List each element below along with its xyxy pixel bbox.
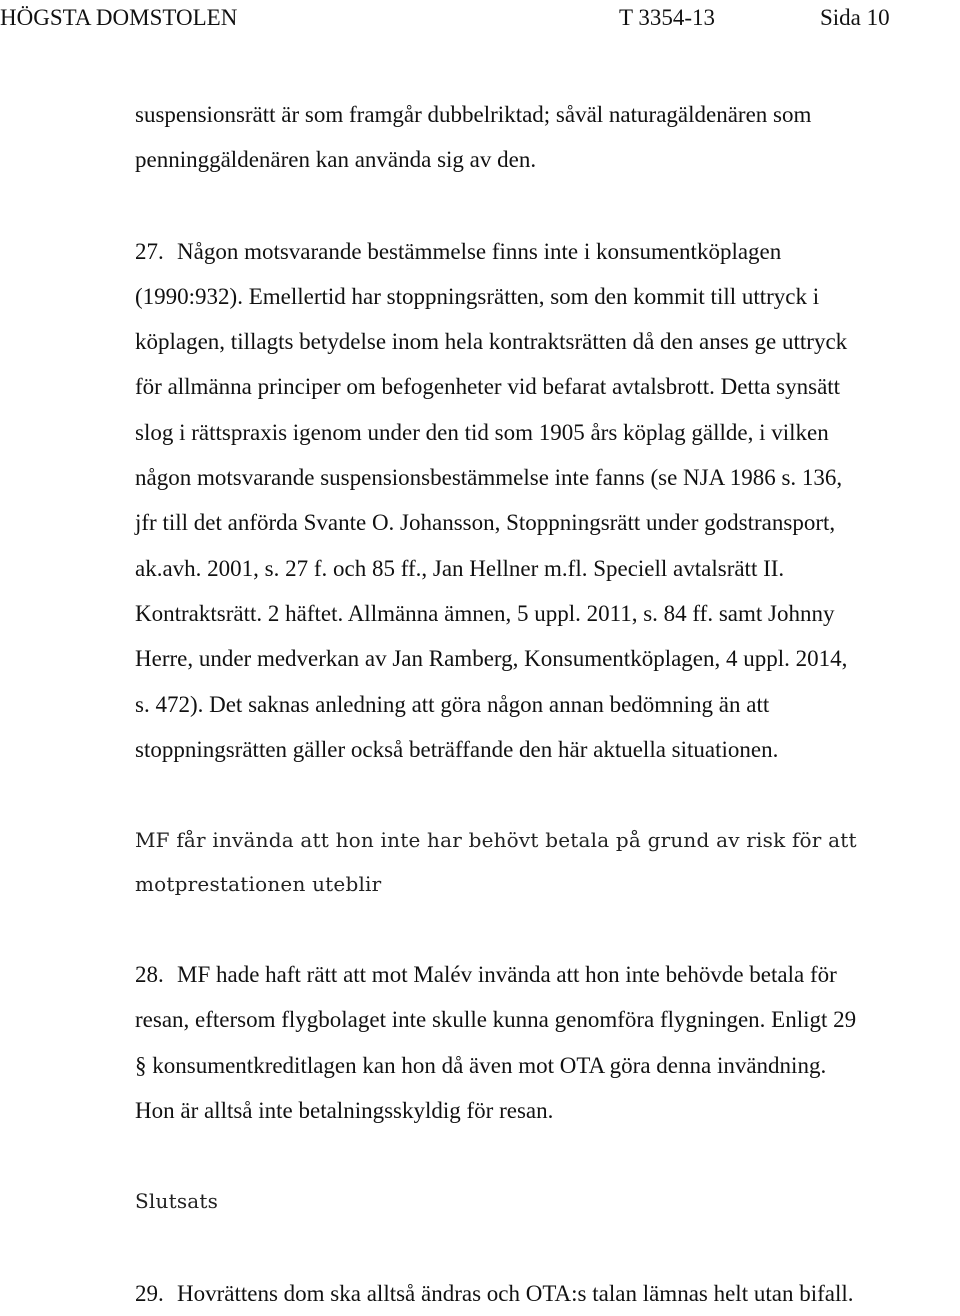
text-line: penninggäldenären kan använda sig av den. [135, 147, 537, 173]
text-line: stoppningsrätten gäller också beträffande den här aktuella situationen. [135, 736, 779, 762]
case-number: T 3354-13 [619, 5, 716, 30]
section-subheading [135, 818, 960, 906]
text-line: för allmänna principer om befogenheter vid befarat avtalsbrott. Detta synsätt [135, 374, 841, 400]
text-line: slog i rättspraxis igenom under den tid som 1905 års köplag gällde, i vilken [135, 419, 829, 445]
document-body [135, 92, 960, 1316]
text-line: § konsumentkreditlagen kan hon då även mot OTA göra denna invändning. [135, 1052, 827, 1078]
text-line: jfr till det anförda Svante O. Johansson, Stoppningsrätt under godstransport, [135, 510, 836, 536]
paragraph-number: 28. [135, 962, 164, 988]
text-line-content: Hovrättens dom ska alltså ändras och OTA:s talan lämnas helt utan bifall. [177, 1280, 854, 1306]
text-line [135, 229, 960, 274]
text-line: Kontraktsrätt. 2 häftet. Allmänna ämnen, 5 uppl. 2011, s. 84 ff. samt Johnny [135, 600, 835, 626]
text-line: någon motsvarande suspensionsbestämmelse inte fanns (se NJA 1986 s. 136, [135, 465, 843, 491]
text-line: Herre, under medverkan av Jan Ramberg, Konsumentköplagen, 4 uppl. 2014, [135, 646, 848, 672]
text-line-content: MF hade haft rätt att mot Malév invända att hon inte behövde betala för [177, 962, 837, 988]
page-number: Sida 10 [820, 5, 890, 30]
paragraph-number: 27. [135, 238, 164, 264]
subheading-line: MF får invända att hon inte har behövt betala på grund av risk för att [135, 828, 857, 853]
subheading-line: motprestationen uteblir [135, 872, 382, 897]
text-line: köplagen, tillagts betydelse inom hela kontraktsrätten då den anses ge uttryck [135, 329, 848, 355]
paragraph-number: 29. [135, 1280, 164, 1306]
heading-text: Slutsats [135, 1189, 219, 1214]
text-line: ak.avh. 2001, s. 27 f. och 85 ff., Jan Hellner m.fl. Speciell avtalsrätt II. [135, 555, 785, 581]
text-line: Hon är alltså inte betalningsskyldig för resan. [135, 1098, 554, 1124]
court-name: HÖGSTA DOMSTOLEN [0, 5, 238, 30]
paragraph-27 [135, 229, 960, 773]
paragraph-29 [135, 1271, 960, 1316]
text-line [135, 1271, 960, 1316]
text-line: (1990:932). Emellertid har stoppningsrätten, som den kommit till uttryck i [135, 283, 820, 309]
text-line: suspensionsrätt är som framgår dubbelriktad; såväl naturagäldenären som [135, 102, 812, 127]
section-heading-slutsats [135, 1179, 960, 1224]
paragraph-28 [135, 952, 960, 1133]
paragraph-continuation [135, 92, 960, 183]
text-line-content: Någon motsvarande bestämmelse finns inte i konsumentköplagen [177, 238, 782, 264]
page-header [0, 3, 960, 33]
text-line [135, 952, 960, 997]
text-line: resan, eftersom flygbolaget inte skulle kunna genomföra flygningen. Enligt 29 [135, 1007, 857, 1033]
text-line: s. 472). Det saknas anledning att göra någon annan bedömning än att [135, 691, 770, 717]
